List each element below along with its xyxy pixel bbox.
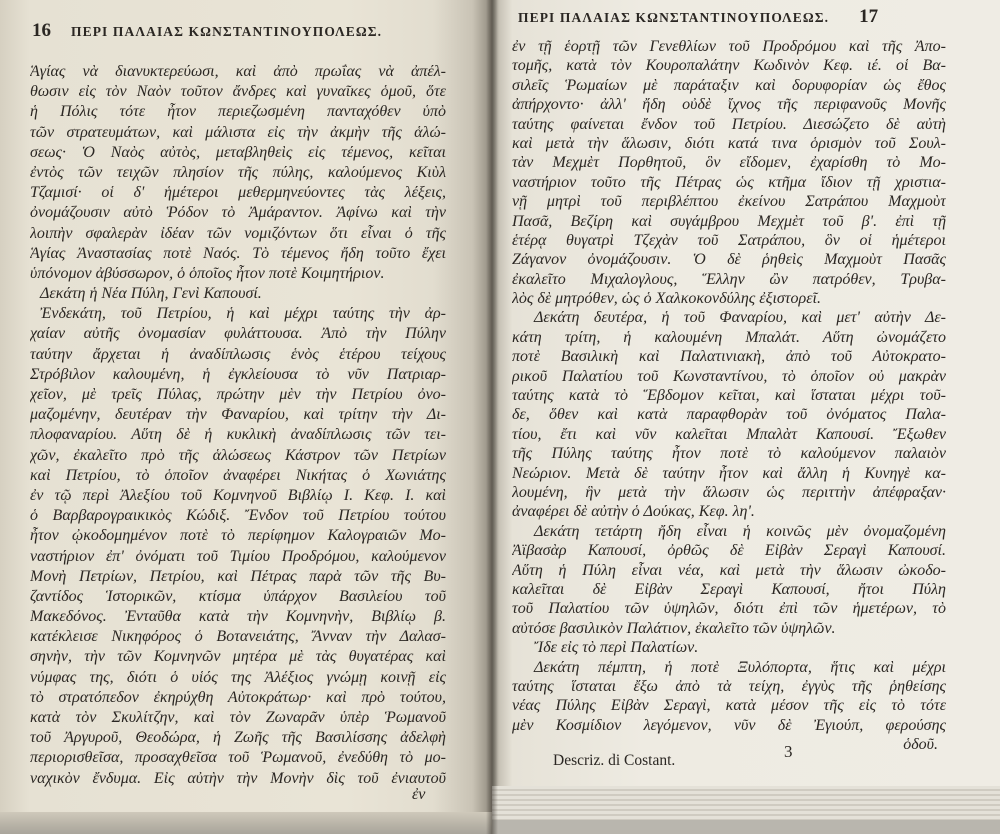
- signature-title: Descriz. di Costant.: [553, 752, 676, 769]
- text-line: [512, 76, 946, 95]
- text-line: [30, 547, 446, 567]
- text-line: [512, 658, 946, 677]
- line-text: ὁδοῦ.: [903, 736, 938, 754]
- text-line: [30, 526, 446, 546]
- line-text: ἐντὸς τῶν τειχῶν πλησίον τῆς πύλης, καλούμενος Κιὺλ: [30, 163, 446, 181]
- text-line: [30, 607, 446, 627]
- text-line: [512, 444, 946, 463]
- running-title: ΠΕΡΙ ΠΑΛΑΙΑΣ ΚΩΝΣΤΑΝΤΙΝΟΥΠΟΛΕΩΣ.: [71, 24, 383, 39]
- line-text: ταύτης φαίνεται ἔνδον τοῦ Πετρίου. Διεσώζετο δὲ αὐτὴ: [512, 115, 946, 133]
- text-line: [512, 580, 946, 599]
- text-line: [30, 748, 446, 768]
- text-line: [30, 466, 446, 486]
- line-text: τομῆς, κατὰ τὸν Κουροπαλάτην Κωδινὸν Κεφ. ιέ. οἱ Βα-: [512, 57, 946, 75]
- text-line: [30, 405, 446, 425]
- line-text: ναχικὸν ἔνδυμα. Εἰς αὐτὴν τὴν Μονὴν δὶς τοῦ ἐνιαυτοῦ: [30, 769, 446, 787]
- text-line: [30, 224, 446, 244]
- line-text: Στρόβιλον καλουμένη, ἡ ἐγκλείουσα τὸ νῦν Πατριαρ-: [30, 365, 446, 383]
- line-text: Δεκάτη δευτέρα, ἡ τοῦ Φαναρίου, καὶ μετ' αὐτὴν Δε-: [534, 309, 946, 327]
- line-text: τῶν στρατευμάτων, καὶ μάλιστα εἰς τὴν ἀκμὴν τῆς ἁλώ-: [30, 123, 446, 141]
- text-line: [512, 212, 946, 231]
- text-line: [512, 483, 946, 502]
- text-line: [30, 324, 446, 344]
- line-text: ταύτης κατὰ τὸ Ἕβδομον κεῖται, καὶ ἵσταται μέχρι τοῦ-: [512, 387, 946, 405]
- text-line: [512, 677, 946, 696]
- text-line: [512, 696, 946, 715]
- page-bottom-edge: [0, 812, 492, 834]
- text-line: [30, 203, 446, 223]
- text-line: [30, 345, 446, 365]
- line-text: χῶν, ἐκαλεῖτο πρὸ τῆς ἁλώσεως Κάστρον τῶν Πετρίων: [30, 446, 446, 464]
- line-text: Ἁγίας νὰ διανυκτερεύωσι, καὶ ἀπὸ πρωΐας νὰ ἀπέλ-: [30, 63, 446, 80]
- page-stack-edge: [492, 786, 1000, 834]
- line-text: μὲν Κοσμίδιον λεγόμενον, νῦν δὲ Ἐγιούπ, φερούσης: [512, 716, 946, 734]
- line-text: αὐτόσε βασιλικὸν Παλάτιον, ἐκαλεῖτο τῶν ὑψηλῶν.: [512, 619, 836, 637]
- text-line: [30, 486, 446, 506]
- line-text: ὑπόνομον ἀβύσσωρον, ὁ ὁποῖος ἦτον ποτὲ Κοιμητήριον.: [30, 264, 385, 282]
- line-text: κατὰ τὸν Σκυλίτζην, καὶ τὸν Ζωναρᾶν ὑπὲρ Ῥωμανοῦ: [30, 709, 446, 726]
- line-text: νῇ μητρὶ τοῦ περιβλέπτου ἐκείνου Σατράπου Μαχμοὺτ: [512, 193, 946, 211]
- signature-number: 3: [784, 742, 793, 761]
- paragraph: [30, 62, 446, 284]
- catchword: ἐν: [412, 786, 426, 803]
- line-text: Ἴδε εἰς τὸ περὶ Παλατίων.: [534, 639, 699, 657]
- text-line: [512, 134, 946, 153]
- text-line: [512, 289, 946, 308]
- paragraph: [512, 638, 946, 657]
- line-text: ἑτέρᾳ θυγατρὶ Τζεχὰν τοῦ Σατράπου, ὃν οἱ ἡμέτεροι: [512, 231, 946, 249]
- paragraph: [30, 284, 446, 304]
- paragraph: [512, 522, 946, 638]
- line-text: χεῖον, μὲ τρεῖς Πύλας, πρώτην μὲν τὴν Πετρίου ὀνο-: [30, 386, 446, 403]
- text-line: [30, 647, 446, 667]
- line-text: ὀνομάζουσιν αὐτὸ Ῥόδον τὸ Ἀμάραντον. Ἀφίνω καὶ τὴν: [30, 204, 446, 222]
- text-line: [30, 365, 446, 385]
- line-text: ὁ Βαρβαρογραικικὸς Κώδιξ. Ἔνδον τοῦ Πετρίου τούτου: [30, 507, 446, 525]
- text-line: [30, 506, 446, 526]
- line-text: ἦτον ᾠκοδομημένον ποτὲ τὸ περίφημον Καλογραιῶν Μο-: [30, 527, 446, 545]
- line-text: σιλεῖς Ῥωμαίων μὲ παράταξιν καὶ δορυφορίαν ὡς ἔθος: [512, 76, 946, 94]
- running-title: ΠΕΡΙ ΠΑΛΑΙΑΣ ΚΩΝΣΤΑΝΤΙΝΟΥΠΟΛΕΩΣ.: [518, 10, 830, 25]
- right-page-text: [512, 37, 946, 754]
- right-page-header: [518, 6, 878, 28]
- text-line: [512, 386, 946, 405]
- text-line: [512, 95, 946, 114]
- line-text: ποτὲ Βασιλικὴ καὶ Παλατινιακὴ, ἀπὸ τοῦ Αὐτοκρατο-: [512, 348, 946, 366]
- text-line: [30, 728, 446, 748]
- line-text: Δεκάτη τετάρτη ἤδη εἶναι ἡ κοινῶς μὲν ὀνομαζομένη: [534, 522, 946, 540]
- line-text: Ἀϊβασὰρ Καπουσί, ὀρθῶς δὲ Εἰβὰν Σεραγὶ Καπουσί.: [512, 542, 946, 560]
- text-line: [512, 192, 946, 211]
- line-text: λουμένη, ἣν μετὰ τὴν ἅλωσιν ὡς περιττὴν ἀπέφραξαν·: [512, 483, 946, 501]
- line-text: τίου, ἔτι καὶ νῦν καλεῖται Μπαλὰτ Καπουσί. Ἔξωθεν: [512, 425, 946, 443]
- text-line: [30, 688, 446, 708]
- text-line: [512, 231, 946, 250]
- line-text: Πασᾶ, Βεζίρη καὶ συγάμβρου Μεχμὲτ τοῦ β'. ἐπὶ τῇ: [512, 212, 946, 230]
- line-text: ταύτης ἵσταται ἔξω ἀπὸ τὰ τείχη, ἐγγὺς τῆς ῥηθείσης: [512, 677, 946, 695]
- line-text: νέας Πύλης Εἰβὰν Σεραγὶ, κατὰ μέσον τῆς εἰς τὸ τότε: [512, 697, 946, 715]
- line-text: Δεκάτη ἡ Νέα Πύλη, Γενὶ Καπουσί.: [40, 285, 262, 303]
- line-text: σεως· Ὁ Ναὸς αὐτὸς, μεταβληθεὶς εἰς τέμενος, κεῖται: [30, 143, 446, 161]
- text-line: [30, 425, 446, 445]
- left-page-text: [30, 62, 446, 789]
- line-text: ταύτην ἄρχεται ἡ ἀναδίπλωσις ἑνὸς ἑτέρου τείχους: [30, 345, 446, 363]
- line-text: λὸς δὲ μητρόθεν, ὡς ὁ Χαλκοκονδύλης ἐξιστορεῖ.: [512, 290, 821, 308]
- text-line: [512, 522, 946, 541]
- text-line: [30, 62, 446, 82]
- paragraph: [512, 308, 946, 521]
- text-line: [512, 716, 946, 735]
- page-number: 16: [32, 20, 51, 41]
- text-line: [512, 464, 946, 483]
- text-line: [512, 270, 946, 289]
- text-line: [512, 599, 946, 618]
- line-text: ζαντίδος Ἱστορικῶν, κτίσμα ὑπάρχον Βασιλείου τοῦ: [30, 587, 446, 605]
- text-line: [512, 37, 946, 56]
- text-line: [512, 56, 946, 75]
- text-line: [512, 405, 946, 424]
- text-line: [512, 638, 946, 657]
- left-page: [0, 0, 492, 834]
- line-text: τὸ στρατόπεδον ἐκηρύχθη Αὐτοκράτωρ· καὶ πρὸ τούτου,: [30, 688, 446, 706]
- line-text: ἐν τῇ ἑορτῇ τῶν Γενεθλίων τοῦ Προδρόμου καὶ τῆς Ἀπο-: [512, 38, 946, 55]
- text-line: [30, 284, 446, 304]
- line-text: Νεώριον. Μετὰ δὲ ταύτην ἦτον καὶ ἄλλη ἡ Κυνηγὲ κα-: [512, 464, 946, 482]
- right-page: [492, 0, 1000, 834]
- line-text: μαζομένην, δευτέραν τὴν Φαναρίου, καὶ τρίτην τὴν Δι-: [30, 406, 446, 424]
- text-line: [512, 561, 946, 580]
- line-text: περιορισθεῖσα, προσαχθεῖσα τοῦ Ῥωμανοῦ, ἐνεδύθη τὸ μο-: [30, 749, 446, 767]
- line-text: τὰν Μεχμὲτ Πορθητοῦ, ὃν εἴδομεν, ἐχαρίσθη τὸ Μο-: [512, 154, 946, 172]
- line-text: Ἁγίας Ἀναστασίας ποτὲ Ναός. Τὸ τέμενος ἤδη τοῦτο ἔχει: [30, 244, 446, 262]
- text-line: [30, 708, 446, 728]
- text-line: [512, 173, 946, 192]
- paragraph: [512, 37, 946, 308]
- text-line: [512, 367, 946, 386]
- text-line: [512, 347, 946, 366]
- text-line: [30, 183, 446, 203]
- text-line: [30, 446, 446, 466]
- line-text: σηνὴν, τὴν τῶν Κομνηνῶν μητέρα μὲ τὰς θυγατέρας καὶ: [30, 648, 446, 666]
- line-text: ρικοῦ Παλατίου τοῦ Κωνσταντίνου, τὸ ὁποῖον οὐ μακρὰν: [512, 367, 946, 385]
- line-text: τῆς Πύλης ταύτης ἦτον ποτὲ τὸ καλούμενον παλαιὸν: [512, 445, 946, 463]
- left-page-header: [32, 20, 382, 42]
- text-line: [512, 541, 946, 560]
- line-text: Τζαμισί· οἱ δ' ἡμέτεροι μεθερμηνεύοντες τὰς λέξεις,: [30, 184, 446, 202]
- line-text: ἐν τῷ περὶ Ἀλεξίου τοῦ Κομνηνοῦ Βιβλίῳ Ι. Κεφ. Ι. καὶ: [30, 486, 446, 504]
- line-text: δε, ὅθεν καὶ κατὰ παραφθορὰν τοῦ ὀνόματος Παλα-: [512, 406, 946, 424]
- text-line: [30, 82, 446, 102]
- paragraph: [30, 304, 446, 789]
- line-text: κατέκλεισε Νικηφόρος ὁ Βοτανειάτης, Ἄνναν τὴν Δαλασ-: [30, 628, 446, 646]
- text-line: [512, 502, 946, 521]
- text-line: [30, 304, 446, 324]
- line-text: Ζάγανον ὀνομάζουσιν. Ὁ δὲ ῥηθεὶς Μαχμοὺτ Πασᾶς: [512, 251, 946, 269]
- text-line: [30, 385, 446, 405]
- line-text: ἐκαλεῖτο Μιχαλογλους, Ἕλλην ὢν πατρόθεν, Τρυβα-: [512, 270, 946, 288]
- line-text: λοιπὴν σφαλερὰν ἰδέαν τῶν νομιζόντων ὅτι εἶναι ὁ τῆς: [30, 224, 446, 242]
- text-line: [30, 264, 446, 284]
- text-line: [512, 115, 946, 134]
- text-line: [30, 123, 446, 143]
- line-text: τοῦ Ἀργυροῦ, Θεοδώρα, ἡ Ζωῆς τῆς Βασιλίσσης ἀδελφὴ: [30, 729, 446, 747]
- text-line: [30, 627, 446, 647]
- text-line: [30, 587, 446, 607]
- text-line: [512, 250, 946, 269]
- line-text: χαίαν αὐτῆς ὀνομασίαν φυλάττουσα. Ἀπὸ τὴν Πύλην: [30, 325, 446, 343]
- line-text: Μονὴ Πετρίων, Πετρίου, καὶ Πέτρας παρὰ τῶν τῆς Βυ-: [30, 567, 446, 585]
- line-text: Δεκάτη πέμπτη, ἡ ποτὲ Ξυλόπορτα, ἥτις καὶ μέχρι: [534, 658, 946, 676]
- text-line: [30, 102, 446, 122]
- line-text: ἀπήρχοντο· ἀλλ' ἤδη οὐδὲ ἴχνος τῆς περιφανοῦς Μονῆς: [512, 96, 946, 114]
- line-text: θωσιν εἰς τὸν Ναὸν τοῦτον ἄνδρες καὶ γυναῖκες ὁμοῦ, ὅτε: [30, 83, 446, 101]
- line-text: ναστήριον ἐπ' ὀνόματι τοῦ Τιμίου Προδρόμου, καλούμενον: [30, 547, 446, 565]
- text-line: [512, 308, 946, 327]
- line-text: πλοφαναρίου. Αὕτη δὲ ἡ κυκλικὴ ἀναδίπλωσις τῶν τει-: [30, 426, 446, 444]
- line-text: ἡ Πόλις τότε ἦτον περιεζωσμένη πανταχόθεν ὑπὸ: [30, 103, 446, 121]
- text-line: [512, 425, 946, 444]
- line-text: καὶ Πετρίου, τὸ ὁποῖον ἀναφέρει Νικήτας ὁ Χωνιάτης: [30, 466, 446, 484]
- text-line: [512, 619, 946, 638]
- text-line: [30, 163, 446, 183]
- line-text: νύμφας της, διότι ὁ υἱός της Ἀλέξιος γνώμῃ κοινῇ εἰς: [30, 668, 446, 686]
- text-line: [30, 567, 446, 587]
- text-line: [30, 668, 446, 688]
- line-text: Αὕτη ἡ Πύλη εἶναι νέα, καὶ μετὰ τὴν ἅλωσιν ὠκοδο-: [512, 561, 946, 579]
- text-line: [30, 143, 446, 163]
- page-number: 17: [859, 6, 879, 27]
- gutter-shadow: [486, 0, 498, 834]
- paragraph: [512, 658, 946, 755]
- line-text: καὶ μετὰ τὴν ἅλωσιν, διότι κατά τινα ὁρισμὸν τοῦ Σουλ-: [512, 134, 946, 152]
- text-line: [512, 328, 946, 347]
- line-text: Ἐνδεκάτη, τοῦ Πετρίου, ἡ καὶ μέχρι ταύτης τὴν ἀρ-: [40, 305, 446, 323]
- text-line: [30, 769, 446, 789]
- line-text: τοῦ Παλατίου τῶν ὑψηλῶν, διότι ἐπὶ τῶν ἡμετέρων, τὸ: [512, 600, 946, 618]
- line-text: ναστήριον τοῦτο τῆς Πέτρας ὡς κτῆμα ἴδιον τῇ χριστια-: [512, 173, 946, 191]
- text-line: [512, 153, 946, 172]
- text-line: [30, 244, 446, 264]
- line-text: καλεῖται δὲ Εἰβὰν Σεραγὶ Καπουσί, ἤτοι Πύλη: [512, 580, 946, 598]
- line-text: Μακεδόνος. Ἐνταῦθα κατὰ τὴν Κομνηνὴν, Βιβλίῳ β.: [30, 608, 446, 626]
- line-text: κάτη τρίτη, ἡ καλουμένη Μπαλάτ. Αὕτη ὠνομάζετο: [512, 328, 946, 346]
- line-text: ἀναφέρει δὲ αὐτὴν ὁ Δούκας, Κεφ. λη'.: [512, 503, 755, 521]
